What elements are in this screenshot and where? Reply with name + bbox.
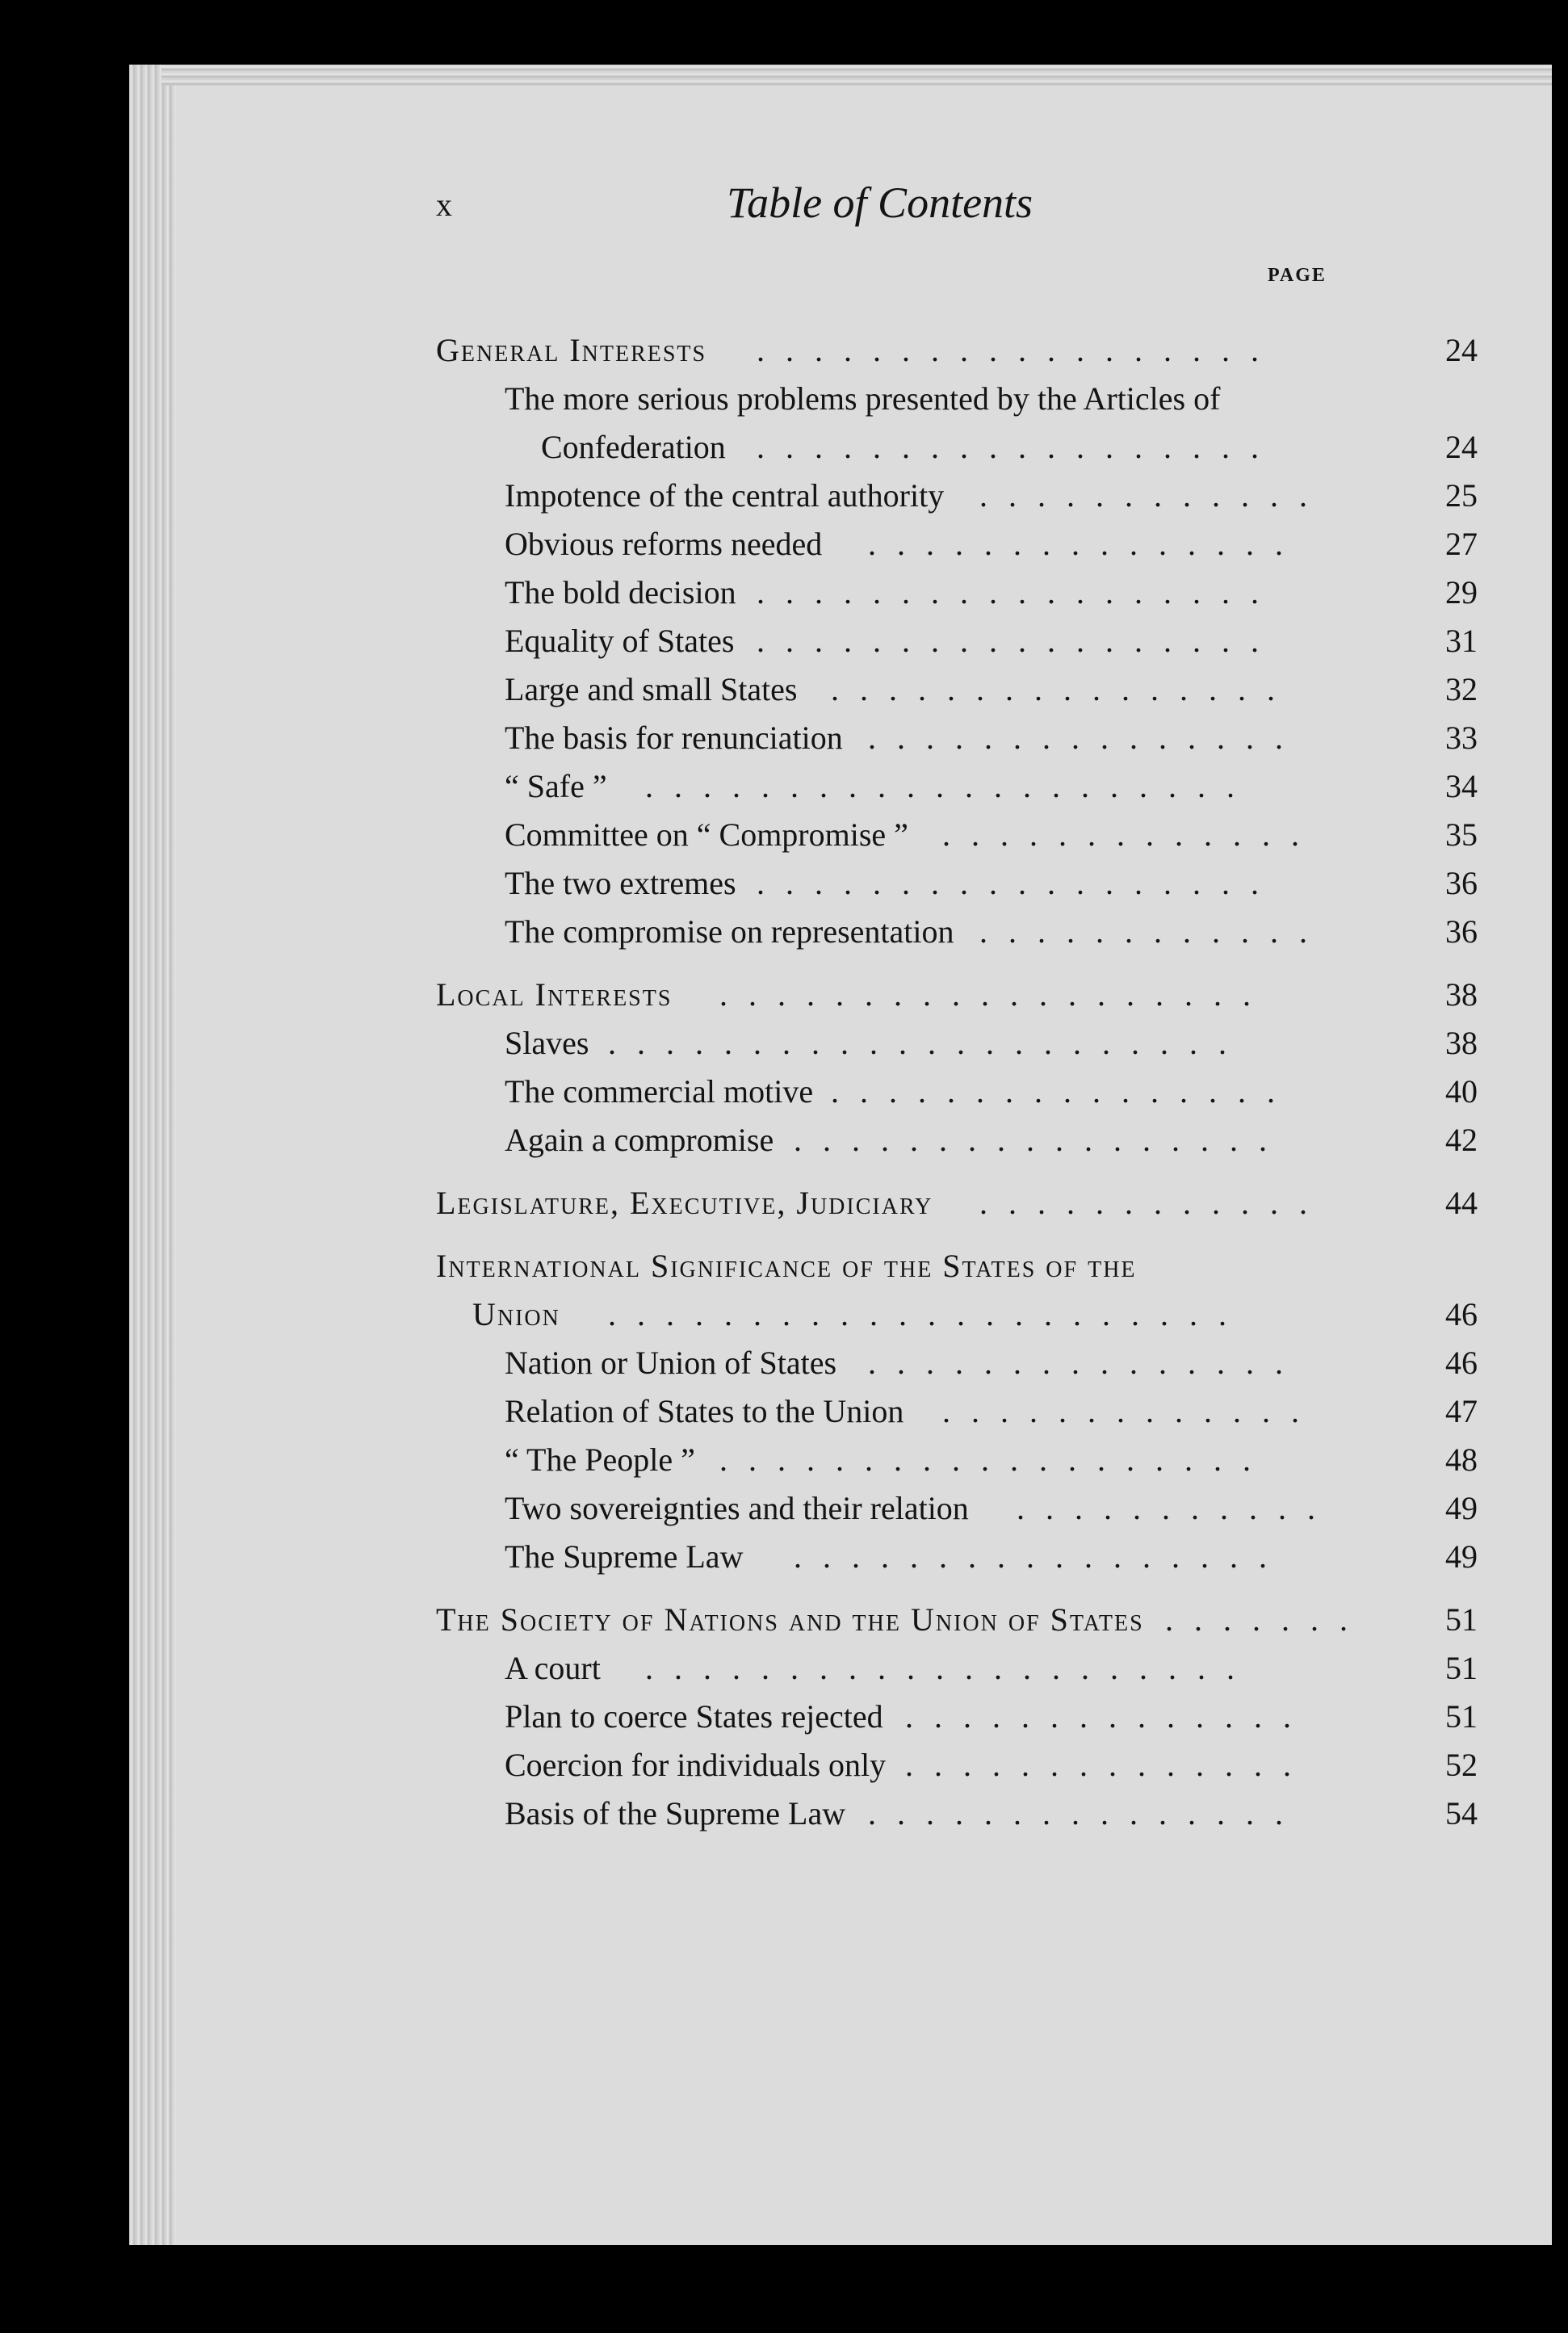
toc-page-number: 40 — [1445, 1073, 1478, 1110]
toc-subsection-title: Nation or Union of States — [505, 1345, 837, 1381]
leader-dots: ................ — [831, 671, 1296, 707]
leader-dots: ............... — [868, 526, 1304, 562]
toc-subsection-title: Basis of the Supreme Law — [505, 1795, 846, 1832]
toc-page-number: 51 — [1445, 1698, 1478, 1735]
toc-page-number: 48 — [1445, 1441, 1478, 1478]
toc-entry — [436, 476, 1502, 525]
toc-title-continuation: Union — [472, 1296, 560, 1332]
toc-subsection-title: Impotence of the central authority — [505, 477, 945, 514]
toc-entry — [436, 525, 1502, 573]
toc-page-number: 32 — [1445, 671, 1478, 707]
toc-entry — [436, 622, 1502, 670]
leader-dots: ........... — [1017, 1490, 1336, 1526]
toc-subsection-title: Again a compromise — [505, 1122, 774, 1158]
toc-entry — [436, 1184, 1502, 1232]
toc-subsection-title: Two sovereignties and their relation — [505, 1490, 969, 1526]
toc-subsection-title: The two extremes — [505, 865, 736, 901]
toc-title-continuation: Confederation — [541, 429, 726, 465]
leader-dots: ................... — [719, 976, 1272, 1013]
toc-entry — [436, 380, 1502, 428]
leader-dots: ............ — [979, 913, 1328, 950]
page-edge-left — [129, 65, 176, 2245]
leader-dots: ...................... — [608, 1025, 1247, 1061]
leader-dots: .................. — [757, 623, 1280, 659]
toc-page-number: 25 — [1445, 477, 1478, 514]
toc-page-number: 46 — [1445, 1296, 1478, 1332]
toc-entry — [436, 1697, 1502, 1746]
toc-subsection-title: Equality of States — [505, 623, 735, 659]
toc-entry — [436, 670, 1502, 719]
page-header — [436, 178, 1324, 242]
toc-subsection-title: The Supreme Law — [505, 1538, 744, 1575]
toc-subsection-title: “ The People ” — [505, 1441, 695, 1478]
toc-entry — [436, 1649, 1502, 1697]
toc-entry — [436, 1072, 1502, 1121]
toc-subsection-title: Relation of States to the Union — [505, 1393, 904, 1429]
toc-entry — [436, 1538, 1502, 1586]
leader-dots: ............... — [868, 720, 1304, 756]
toc-page-number: 49 — [1445, 1538, 1478, 1575]
toc-subsection-title: Obvious reforms needed — [505, 526, 823, 562]
toc-subsection-title: Slaves — [505, 1025, 589, 1061]
toc-subsection-title: Plan to coerce States rejected — [505, 1698, 883, 1735]
toc-section-title: International Significance of the States of the — [436, 1248, 1137, 1284]
leader-dots: ...................... — [608, 1296, 1247, 1332]
toc-section-title: The Society of Nations and the Union of States — [436, 1601, 1144, 1638]
leader-dots: .................. — [757, 865, 1280, 901]
page-number: x — [436, 187, 452, 223]
leader-dots: .................. — [757, 574, 1280, 611]
toc-subsection-title: “ Safe ” — [505, 768, 607, 804]
toc-subsection-title: Committee on “ Compromise ” — [505, 816, 908, 853]
toc-page-number: 33 — [1445, 720, 1478, 756]
toc-page-number: 31 — [1445, 623, 1478, 659]
toc-page-number: 38 — [1445, 976, 1478, 1013]
toc-page-number: 52 — [1445, 1747, 1478, 1783]
toc-page-number: 34 — [1445, 768, 1478, 804]
leader-dots: .................. — [757, 429, 1280, 465]
toc-entry-continuation — [436, 1295, 1502, 1344]
toc-entry — [436, 1247, 1502, 1295]
leader-dots: ................. — [794, 1122, 1288, 1158]
leader-dots: ................. — [794, 1538, 1288, 1575]
toc-page-number: 24 — [1445, 332, 1478, 368]
toc-page-number: 29 — [1445, 574, 1478, 611]
toc-page-number: 35 — [1445, 816, 1478, 853]
leader-dots: ............ — [979, 1185, 1328, 1221]
toc-entry — [436, 816, 1502, 864]
toc-entry — [436, 573, 1502, 622]
leader-dots: .............. — [905, 1698, 1312, 1735]
page-edge-top — [161, 65, 1552, 86]
toc-page-number: 54 — [1445, 1795, 1478, 1832]
toc-entry — [436, 913, 1502, 961]
leader-dots: ............... — [868, 1345, 1304, 1381]
toc-subsection-title: Coercion for individuals only — [505, 1747, 887, 1783]
toc-subsection-title: The basis for renunciation — [505, 720, 843, 756]
toc-entry — [436, 1746, 1502, 1794]
toc-entry — [436, 1794, 1502, 1843]
toc-page-number: 51 — [1445, 1601, 1478, 1638]
leader-dots: ................ — [831, 1073, 1296, 1110]
leader-dots: ..................... — [645, 768, 1256, 804]
toc-entry — [436, 976, 1502, 1024]
toc-entry — [436, 1121, 1502, 1169]
toc-entry-continuation — [436, 428, 1502, 476]
toc-entry — [436, 1441, 1502, 1489]
toc-subsection-title: The compromise on representation — [505, 913, 954, 950]
toc-entry — [436, 1489, 1502, 1538]
toc-page-number: 38 — [1445, 1025, 1478, 1061]
leader-dots: ............ — [979, 477, 1328, 514]
running-title: Table of Contents — [727, 178, 1033, 227]
toc-subsection-title: The more serious problems presented by the Articles of — [505, 380, 1221, 417]
toc-page-number: 36 — [1445, 865, 1478, 901]
leader-dots: ..................... — [645, 1650, 1256, 1686]
toc-entry — [436, 1024, 1502, 1072]
leader-dots: ............. — [942, 816, 1320, 853]
toc-section-title: Legislature, Executive, Judiciary — [436, 1185, 933, 1221]
toc-page-number: 27 — [1445, 526, 1478, 562]
toc-page-number: 51 — [1445, 1650, 1478, 1686]
toc-page-number: 42 — [1445, 1122, 1478, 1158]
toc-section-title: General Interests — [436, 332, 707, 368]
toc-page-number: 36 — [1445, 913, 1478, 950]
toc-page-number: 46 — [1445, 1345, 1478, 1381]
toc-entry — [436, 767, 1502, 816]
page-column-label: PAGE — [1268, 265, 1327, 286]
toc-entry — [436, 1392, 1502, 1441]
toc-subsection-title: A court — [505, 1650, 601, 1686]
leader-dots: .............. — [905, 1747, 1312, 1783]
leader-dots: ....... — [1165, 1601, 1369, 1638]
toc-page-number: 24 — [1445, 429, 1478, 465]
toc-subsection-title: The bold decision — [505, 574, 736, 611]
leader-dots: ............. — [942, 1393, 1320, 1429]
leader-dots: ................... — [719, 1441, 1272, 1478]
toc-subsection-title: The commercial motive — [505, 1073, 814, 1110]
toc-entry — [436, 1601, 1502, 1649]
toc-page-number: 49 — [1445, 1490, 1478, 1526]
toc-entry — [436, 1344, 1502, 1392]
leader-dots: ............... — [868, 1795, 1304, 1832]
toc-entry — [436, 864, 1502, 913]
toc-entry — [436, 331, 1502, 380]
toc-subsection-title: Large and small States — [505, 671, 798, 707]
toc-page-number: 44 — [1445, 1185, 1478, 1221]
toc-page-number: 47 — [1445, 1393, 1478, 1429]
toc-section-title: Local Interests — [436, 976, 673, 1013]
toc-entry — [436, 719, 1502, 767]
leader-dots: .................. — [757, 332, 1280, 368]
